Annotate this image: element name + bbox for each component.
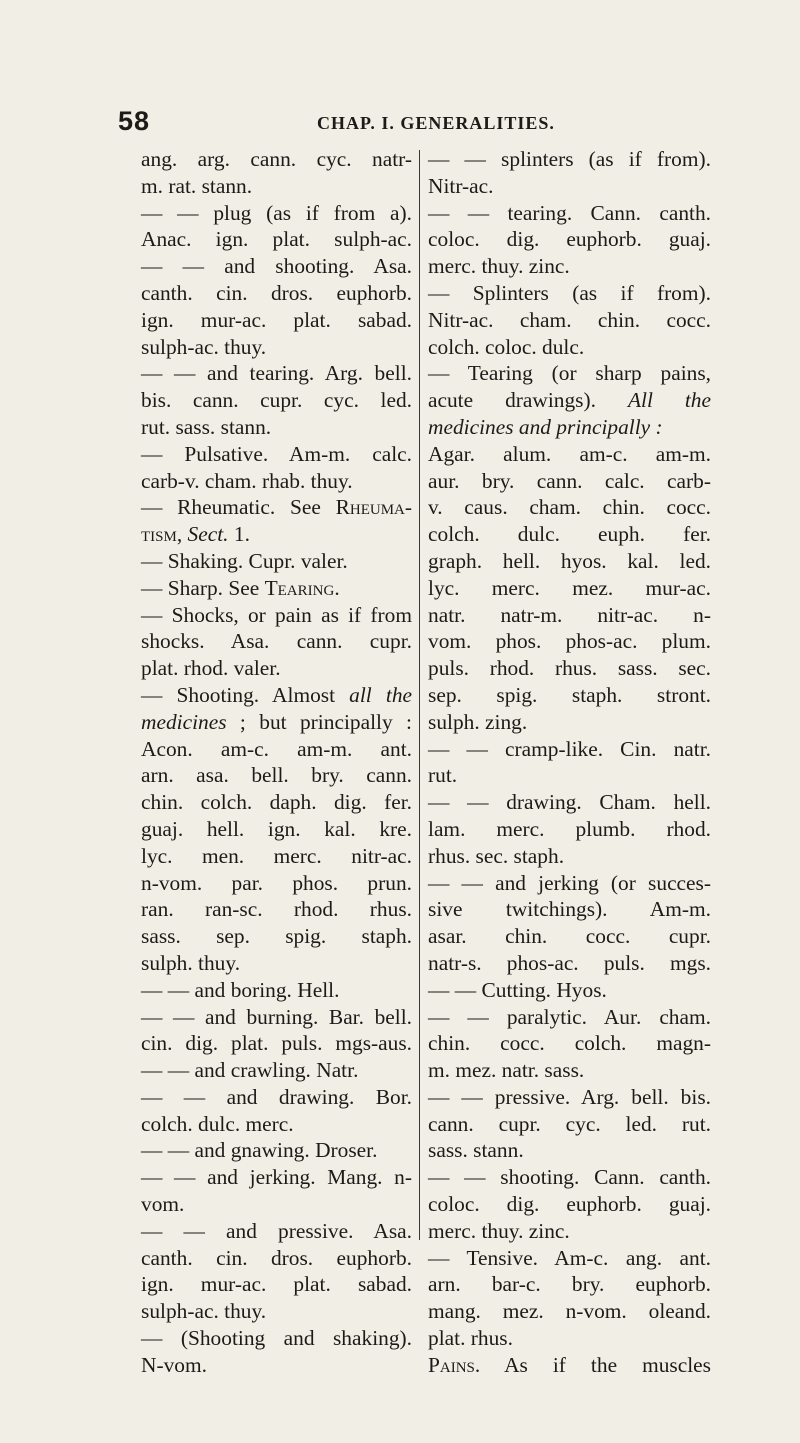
text-line: lyc. men. merc. nitr-ac. bbox=[141, 843, 412, 868]
text-line: tism, Sect. 1. bbox=[141, 522, 250, 547]
text-line: — — tearing. Cann. canth. bbox=[428, 200, 711, 225]
text-line: — — and boring. Hell. bbox=[141, 977, 340, 1002]
text-line: cann. cupr. cyc. led. rut. bbox=[428, 1111, 711, 1136]
text-line: — — and jerking. Mang. n- bbox=[141, 1165, 412, 1190]
running-head: CHAP. I. GENERALITIES. bbox=[317, 113, 555, 133]
text-line: — — and pressive. Asa. bbox=[141, 1218, 412, 1243]
text-line: guaj. hell. ign. kal. kre. bbox=[141, 816, 412, 841]
column-divider bbox=[419, 150, 420, 1240]
left-column bbox=[141, 146, 412, 1379]
page-header bbox=[118, 106, 718, 136]
text-line: Anac. ign. plat. sulph-ac. bbox=[141, 227, 412, 252]
text-line: medicines ; but principally : bbox=[141, 709, 412, 734]
text-line: m. rat. stann. bbox=[141, 173, 253, 198]
text-line: shocks. Asa. cann. cupr. bbox=[141, 629, 412, 654]
text-line: lam. merc. plumb. rhod. bbox=[428, 816, 711, 841]
text-line: rhus. sec. staph. bbox=[428, 843, 565, 868]
text-line: plat. rhod. valer. bbox=[141, 656, 281, 681]
text-line: sass. stann. bbox=[428, 1138, 524, 1163]
text-line: — Tearing (or sharp pains, bbox=[428, 361, 711, 386]
text-line: coloc. dig. euphorb. guaj. bbox=[428, 227, 711, 252]
text-line: puls. rhod. rhus. sass. sec. bbox=[428, 656, 711, 681]
text-line: canth. cin. dros. euphorb. bbox=[141, 280, 412, 305]
text-line: — — Cutting. Hyos. bbox=[428, 977, 607, 1002]
text-line: natr. natr-m. nitr-ac. n- bbox=[428, 602, 711, 627]
text-line: sep. spig. staph. stront. bbox=[428, 682, 711, 707]
text-line: ang. arg. cann. cyc. natr- bbox=[141, 147, 412, 171]
text-line: — — paralytic. Aur. cham. bbox=[428, 1004, 711, 1029]
text-line: — (Shooting and shaking). bbox=[141, 1326, 412, 1351]
text-line: chin. cocc. colch. magn- bbox=[428, 1031, 711, 1056]
page-number: 58 bbox=[118, 106, 151, 136]
text-line: — — drawing. Cham. hell. bbox=[428, 790, 711, 815]
text-line: mang. mez. n-vom. oleand. bbox=[428, 1299, 711, 1324]
text-line: graph. hell. hyos. kal. led. bbox=[428, 548, 711, 573]
text-line: sulph-ac. thuy. bbox=[141, 1299, 267, 1324]
text-line: — — plug (as if from a). bbox=[141, 200, 412, 225]
text-line: — Tensive. Am-c. ang. ant. bbox=[428, 1245, 711, 1270]
text-line: sulph. thuy. bbox=[141, 950, 241, 975]
text-line: arn. asa. bell. bry. cann. bbox=[141, 763, 412, 788]
text-line: lyc. merc. mez. mur-ac. bbox=[428, 575, 711, 600]
text-line: m. mez. natr. sass. bbox=[428, 1058, 585, 1083]
text-line: sulph-ac. thuy. bbox=[141, 334, 267, 359]
text-line: — — and crawling. Natr. bbox=[141, 1058, 359, 1083]
text-line: Acon. am-c. am-m. ant. bbox=[141, 736, 412, 761]
text-line: colch. dulc. euph. fer. bbox=[428, 522, 711, 547]
text-line: sulph. zing. bbox=[428, 709, 528, 734]
text-line: — Shocks, or pain as if from bbox=[141, 602, 412, 627]
text-line: ran. ran-sc. rhod. rhus. bbox=[141, 897, 412, 922]
text-line: — — and shooting. Asa. bbox=[141, 254, 412, 279]
text-line: — — and jerking (or succes- bbox=[428, 870, 711, 895]
text-line: colch. coloc. dulc. bbox=[428, 334, 585, 359]
text-line: Pains. As if the muscles bbox=[428, 1352, 711, 1377]
text-line: sive twitchings). Am-m. bbox=[428, 897, 711, 922]
text-line: merc. thuy. zinc. bbox=[428, 1218, 570, 1243]
text-line: colch. dulc. merc. bbox=[141, 1111, 294, 1136]
text-line: plat. rhus. bbox=[428, 1326, 513, 1351]
text-line: vom. phos. phos-ac. plum. bbox=[428, 629, 711, 654]
text-line: ign. mur-ac. plat. sabad. bbox=[141, 1272, 412, 1297]
text-line: n-vom. par. phos. prun. bbox=[141, 870, 412, 895]
text-line: medicines and principally : bbox=[428, 414, 663, 439]
text-line: — Splinters (as if from). bbox=[428, 280, 711, 305]
text-line: v. caus. cham. chin. cocc. bbox=[428, 495, 711, 520]
text-line: arn. bar-c. bry. euphorb. bbox=[428, 1272, 711, 1297]
text-line: — — shooting. Cann. canth. bbox=[428, 1165, 711, 1190]
text-line: natr-s. phos-ac. puls. mgs. bbox=[428, 950, 711, 975]
text-line: merc. thuy. zinc. bbox=[428, 254, 570, 279]
text-line: Agar. alum. am-c. am-m. bbox=[428, 441, 711, 466]
text-line: Nitr-ac. cham. chin. cocc. bbox=[428, 307, 711, 332]
text-line: — Rheumatic. See Rheuma- bbox=[141, 495, 412, 520]
text-line: carb-v. cham. rhab. thuy. bbox=[141, 468, 353, 493]
text-line: cin. dig. plat. puls. mgs-aus. bbox=[141, 1031, 412, 1056]
right-column bbox=[428, 146, 711, 1379]
text-line: Nitr-ac. bbox=[428, 173, 494, 198]
text-line: vom. bbox=[141, 1192, 185, 1217]
text-line: N-vom. bbox=[141, 1352, 207, 1377]
text-line: rut. sass. stann. bbox=[141, 414, 272, 439]
text-line: — — and tearing. Arg. bell. bbox=[141, 361, 412, 386]
text-line: sass. sep. spig. staph. bbox=[141, 924, 412, 949]
text-line: — Pulsative. Am-m. calc. bbox=[141, 441, 412, 466]
text-line: acute drawings). All the bbox=[428, 388, 711, 413]
text-line: bis. cann. cupr. cyc. led. bbox=[141, 388, 412, 413]
text-line: — Shooting. Almost all the bbox=[141, 682, 413, 707]
text-line: — — and gnawing. Droser. bbox=[141, 1138, 378, 1163]
text-line: aur. bry. cann. calc. carb- bbox=[428, 468, 711, 493]
text-line: canth. cin. dros. euphorb. bbox=[141, 1245, 412, 1270]
text-line: — — cramp-like. Cin. natr. bbox=[428, 736, 711, 761]
text-line: coloc. dig. euphorb. guaj. bbox=[428, 1192, 711, 1217]
text-line: — — and burning. Bar. bell. bbox=[141, 1004, 412, 1029]
text-line: ign. mur-ac. plat. sabad. bbox=[141, 307, 412, 332]
text-line: asar. chin. cocc. cupr. bbox=[428, 924, 711, 949]
text-line: rut. bbox=[428, 763, 458, 788]
text-line: — Sharp. See Tearing. bbox=[141, 575, 340, 600]
text-line: chin. colch. daph. dig. fer. bbox=[141, 790, 412, 815]
text-line: — — pressive. Arg. bell. bis. bbox=[428, 1084, 711, 1109]
text-line: — — splinters (as if from). bbox=[428, 147, 711, 171]
text-line: — — and drawing. Bor. bbox=[141, 1084, 412, 1109]
text-line: — Shaking. Cupr. valer. bbox=[141, 548, 348, 573]
